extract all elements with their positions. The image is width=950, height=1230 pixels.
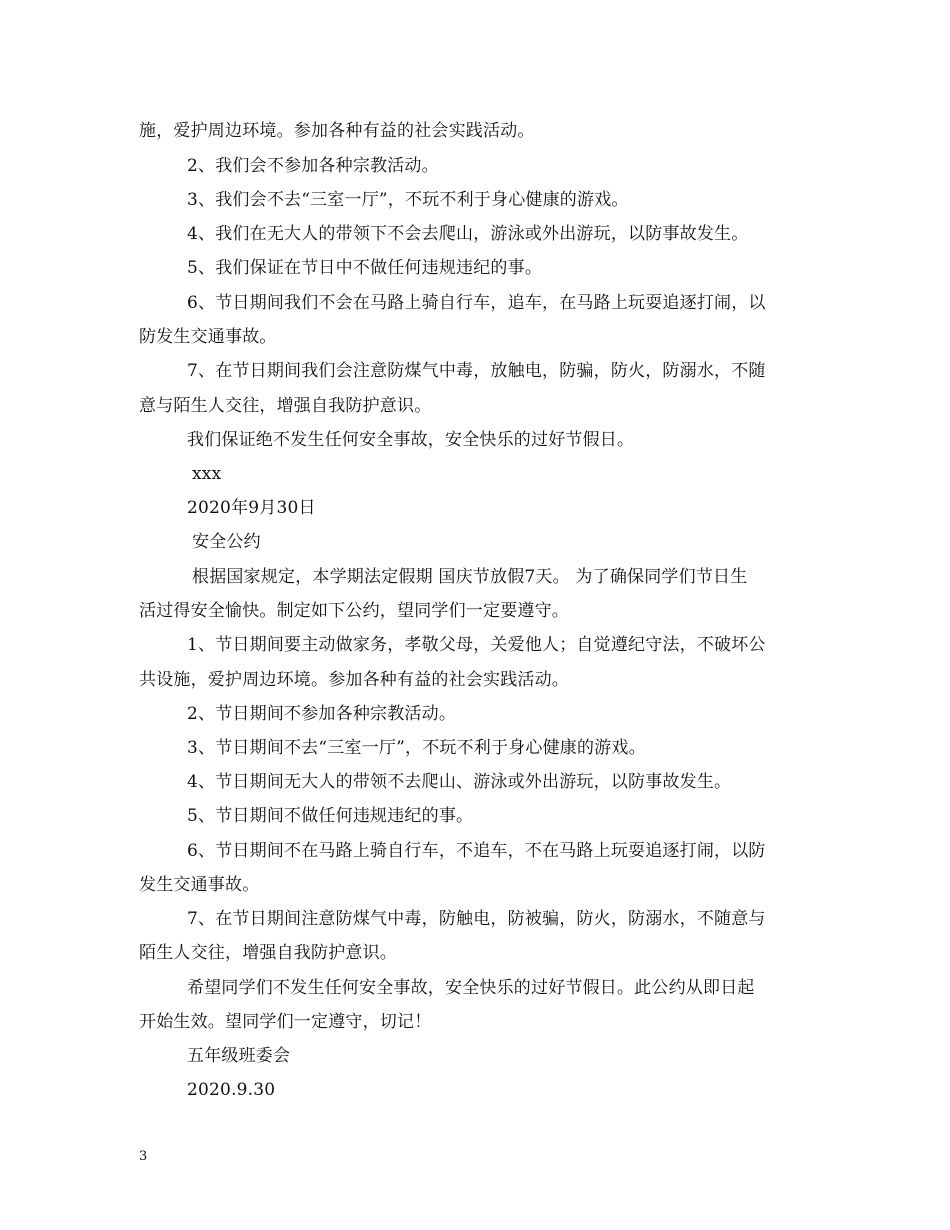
text-line: 活过得安全愉快。制定如下公约，望同学们一定要遵守。 (139, 601, 569, 621)
text-line: 6、节日期间我们不会在马路上骑自行车，追车，在马路上玩耍追逐打闹，以 (187, 293, 766, 313)
text-line: 5、节日期间不做任何违规违纪的事。 (187, 806, 474, 826)
text-line: 发生交通事故。 (139, 875, 260, 895)
text-line: 希望同学们不发生任何安全事故，安全快乐的过好节假日。此公约从即日起 (187, 978, 755, 998)
text-line: 4、我们在无大人的带领下不会去爬山，游泳或外出游玩，以防事故发生。 (187, 224, 749, 244)
text-line: 7、在节日期间我们会注意防煤气中毒，放触电，防骗，防火，防溺水，不随 (187, 361, 766, 381)
text-line: 开始生效。望同学们一定遵守，切记！ (139, 1012, 432, 1032)
text-line: 1、节日期间要主动做家务，孝敬父母，关爱他人；自觉遵纪守法，不破坏公 (187, 635, 766, 655)
text-line: 我们保证绝不发生任何安全事故，安全快乐的过好节假日。 (187, 430, 635, 450)
text-line: 4、节日期间无大人的带领不去爬山、游泳或外出游玩，以防事故发生。 (187, 772, 732, 792)
date-line: 2020年9月30日 (187, 498, 316, 518)
text-line: 共设施，爱护周边环境。参加各种有益的社会实践活动。 (139, 670, 569, 690)
page-number: 3 (139, 1149, 148, 1164)
text-line: 6、节日期间不在马路上骑自行车，不追车，不在马路上玩耍追逐打闹，以防 (187, 841, 766, 861)
text-line: 防发生交通事故。 (139, 327, 277, 347)
text-line: 3、节日期间不去“三室一厅”，不玩不利于身心健康的游戏。 (187, 738, 646, 758)
text-line: 意与陌生人交往，增强自我防护意识。 (139, 396, 432, 416)
text-line: 3、我们会不去“三室一厅”，不玩不利于身心健康的游戏。 (187, 190, 629, 210)
text-line: 陌生人交往，增强自我防护意识。 (139, 943, 397, 963)
text-line: 根据国家规定，本学期法定假期 国庆节放假7天。 为了确保同学们节日生 (192, 567, 748, 587)
date-line: 2020.9.30 (187, 1080, 276, 1100)
text-line: 7、在节日期间注意防煤气中毒，防触电，防被骗，防火，防溺水，不随意与 (187, 909, 766, 929)
text-line: 5、我们保证在节日中不做任何违规违纪的事。 (187, 258, 543, 278)
section-title: 安全公约 (192, 532, 261, 552)
text-line: 施，爱护周边环境。参加各种有益的社会实践活动。 (139, 121, 535, 141)
text-line: 2、节日期间不参加各种宗教活动。 (187, 704, 457, 724)
signature-line: 五年级班委会 (187, 1046, 291, 1066)
signature-line: xxx (192, 464, 222, 484)
text-line: 2、我们会不参加各种宗教活动。 (187, 156, 439, 176)
